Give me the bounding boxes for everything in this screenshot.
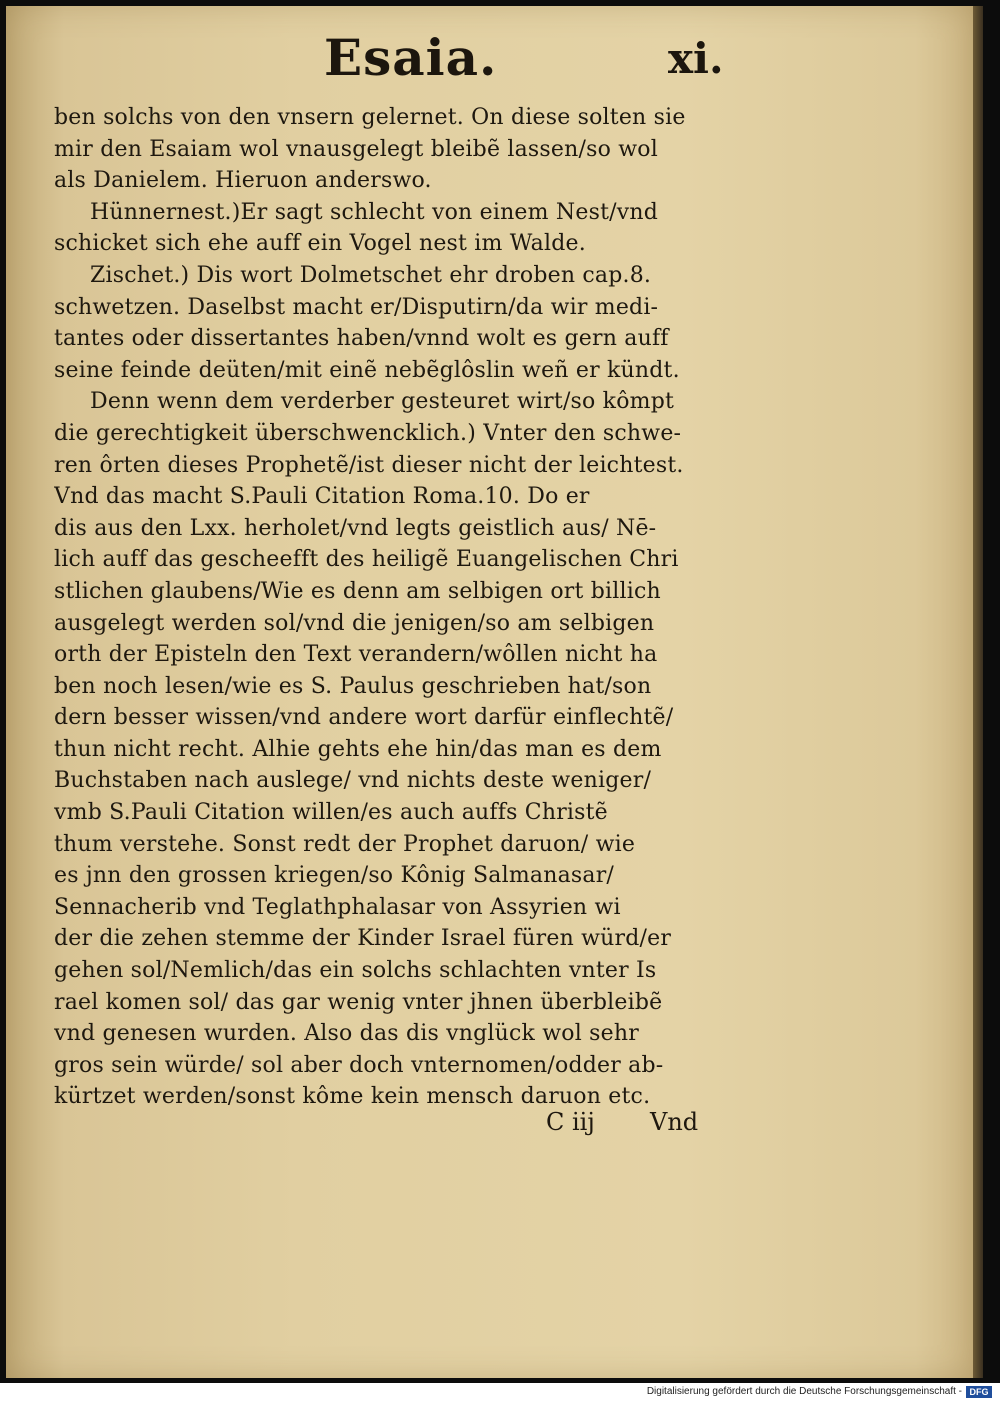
text-line: Denn wenn dem verderber gesteuret wirt/so kômpt <box>90 389 675 415</box>
text-line: tantes oder dissertantes haben/vnnd wolt es gern auff <box>54 326 669 352</box>
text-line: vmb S.Pauli Citation willen/es auch auffs Christẽ <box>54 800 608 826</box>
text-line: Buchstaben nach auslege/ vnd nichts deste weniger/ <box>54 768 652 794</box>
text-line: der die zehen stemme der Kinder Israel füren würd/er <box>54 926 672 952</box>
text-line: als Danielem. Hieruon anderswo. <box>54 168 432 194</box>
text-line: dern besser wissen/vnd andere wort darfür einflechtẽ/ <box>54 705 674 731</box>
running-title: Esaia. <box>324 28 498 87</box>
text-line: orth der Episteln den Text verandern/wôllen nicht ha <box>54 642 658 668</box>
text-line: lich auff das gescheefft des heiligẽ Euangelischen Chri <box>54 547 679 573</box>
text-line: mir den Esaiam wol vnausgelegt bleibẽ lassen/so wol <box>54 136 658 162</box>
body-text <box>54 102 724 1113</box>
text-line: rael komen sol/ das gar wenig vnter jhnen überbleibẽ <box>54 989 663 1015</box>
text-line: schwetzen. Daselbst macht er/Disputirn/da wir medi- <box>54 294 659 320</box>
text-line: seine feinde deüten/mit einẽ nebẽglôslin weñ er kündt. <box>54 357 680 383</box>
folio-number: xi. <box>668 34 724 83</box>
text-line: thun nicht recht. Alhie gehts ehe hin/das man es dem <box>54 736 662 762</box>
page-edge <box>973 6 983 1378</box>
text-line: es jnn den grossen kriegen/so Kônig Salmanasar/ <box>54 863 615 889</box>
text-line: gehen sol/Nemlich/das ein solchs schlachten vnter Is <box>54 958 657 984</box>
text-line: ausgelegt werden sol/vnd die jenigen/so am selbigen <box>54 610 655 636</box>
text-line: die gerechtigkeit überschwencklich.) Vnter den schwe- <box>54 420 682 446</box>
catchword: Vnd <box>650 1108 699 1136</box>
text-line: gros sein würde/ sol aber doch vnternomen/odder ab- <box>54 1052 664 1078</box>
text-line: Zischet.) Dis wort Dolmetschet ehr droben cap.8. <box>90 262 652 288</box>
text-line: ben noch lesen/wie es S. Paulus geschrieben hat/son <box>54 673 652 699</box>
catchline <box>546 1108 726 1142</box>
dfg-logo-icon: DFG <box>966 1386 992 1398</box>
text-line: thum verstehe. Sonst redt der Prophet daruon/ wie <box>54 831 636 857</box>
book-page <box>6 6 973 1378</box>
text-line: Hünnernest.)Er sagt schlecht von einem Nest/vnd <box>90 199 659 225</box>
funding-credit: Digitalisierung gefördert durch die Deutsche Forschungsgemeinschaft - <box>646 1386 962 1397</box>
text-line: dis aus den Lxx. herholet/vnd legts geistlich aus/ Nē- <box>54 515 657 541</box>
running-head <box>6 28 973 98</box>
text-line: Vnd das macht S.Pauli Citation Roma.10. Do er <box>54 484 590 510</box>
signature-mark: C iij <box>546 1108 595 1136</box>
text-line: ben solchs von den vnsern gelernet. On diese solten sie <box>54 105 686 130</box>
text-line: ren ôrten dieses Prophetẽ/ist dieser nicht der leichtest. <box>54 452 684 478</box>
text-line: kürtzet werden/sonst kôme kein mensch daruon etc. <box>54 1084 651 1110</box>
text-line: schicket sich ehe auff ein Vogel nest im Walde. <box>54 231 586 257</box>
text-line: vnd genesen wurden. Also das dis vnglück wol sehr <box>54 1021 639 1047</box>
text-line: Sennacherib vnd Teglathphalasar von Assyrien wi <box>54 894 621 920</box>
footer-bar <box>0 1383 1000 1402</box>
text-line: stlichen glaubens/Wie es denn am selbigen ort billich <box>54 578 661 604</box>
